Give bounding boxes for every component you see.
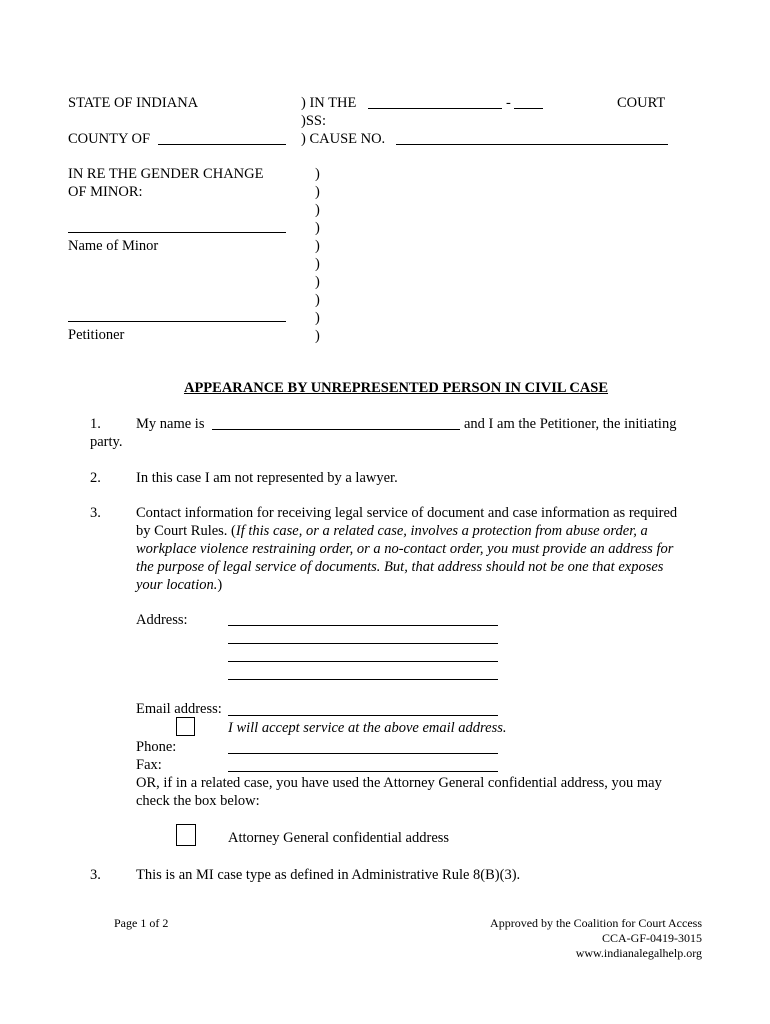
caption-paren: ) [315, 202, 320, 218]
in-re-line2: OF MINOR: [68, 184, 143, 200]
in-re-line1: IN RE THE GENDER CHANGE [68, 166, 264, 182]
fax-label: Fax: [136, 757, 162, 773]
address-line-2[interactable] [228, 643, 498, 644]
item3-line5-italic: your location. [136, 577, 218, 593]
cause-no-field[interactable] [396, 144, 668, 145]
item3-line2-italic: If this case, or a related case, involves a protection from abuse order, a [235, 523, 648, 539]
in-the-label: ) IN THE [301, 95, 357, 111]
fax-field[interactable] [228, 771, 498, 772]
court-number-field[interactable] [514, 108, 543, 109]
address-line-1[interactable] [228, 625, 498, 626]
item1-continuation: party. [90, 434, 123, 450]
footer-approved: Approved by the Coalition for Court Access [490, 916, 702, 930]
my-name-field[interactable] [212, 429, 460, 430]
document-title: APPEARANCE BY UNREPRESENTED PERSON IN CIVIL CASE [183, 380, 609, 396]
court-label [617, 95, 665, 112]
cause-no-label: ) CAUSE NO. [301, 131, 386, 147]
page-number: Page 1 of 2 [114, 916, 169, 930]
ag-confidential-label: Attorney General confidential address [228, 830, 450, 846]
ag-confidential-checkbox[interactable] [176, 824, 196, 846]
item3-line5 [136, 577, 222, 594]
item3-line3: workplace violence restraining order, or a no-contact order, you must provide an address for [136, 541, 674, 557]
ss-label: )SS: [301, 113, 326, 129]
caption-paren: ) [315, 274, 320, 290]
caption-paren: ) [315, 166, 320, 182]
address-label: Address: [136, 612, 188, 628]
item3-line5-end: ) [217, 577, 223, 593]
item3-line1: Contact information for receiving legal service of document and case information as required [136, 505, 678, 521]
ag-line2: check the box below: [136, 793, 260, 809]
email-field[interactable] [228, 715, 498, 716]
state-label: STATE OF INDIANA [68, 95, 199, 111]
email-accept-checkbox[interactable] [176, 717, 195, 736]
item2-number: 2. [90, 470, 101, 486]
item1-number: 1. [90, 416, 101, 432]
footer-website[interactable]: www.indianalegalhelp.org [575, 946, 702, 960]
court-name-field[interactable] [368, 108, 502, 109]
court-label-text: COURT [617, 95, 666, 111]
caption-paren: ) [315, 238, 320, 254]
caption-paren: ) [315, 256, 320, 272]
item3-line2-normal: by Court Rules. ( [136, 523, 236, 539]
ag-line1: OR, if in a related case, you have used the Attorney General confidential address, you may [136, 775, 662, 791]
item1-text-after: and I am the Petitioner, the initiating [464, 416, 677, 432]
email-accept-label: I will accept service at the above email address. [228, 720, 507, 736]
county-label: COUNTY OF [68, 131, 151, 147]
caption-paren: ) [315, 184, 320, 200]
item3-number: 3. [90, 505, 101, 521]
email-label: Email address: [136, 701, 222, 717]
county-field[interactable] [158, 144, 286, 145]
phone-label: Phone: [136, 739, 177, 755]
item4-text: This is an MI case type as defined in Administrative Rule 8(B)(3). [136, 867, 521, 883]
caption-paren: ) [315, 220, 320, 236]
address-line-4[interactable] [228, 679, 498, 680]
petitioner-field[interactable] [68, 321, 286, 322]
item4-number: 3. [90, 867, 101, 883]
item3-line2 [136, 523, 648, 540]
phone-field[interactable] [228, 753, 498, 754]
name-of-minor-label: Name of Minor [68, 238, 159, 254]
footer-form-id: CCA-GF-0419-3015 [601, 931, 702, 945]
item1-text-before: My name is [136, 416, 205, 432]
caption-paren: ) [315, 328, 320, 344]
petitioner-label: Petitioner [68, 327, 125, 343]
caption-paren: ) [315, 292, 320, 308]
court-dash: - [506, 95, 511, 111]
caption-paren: ) [315, 310, 320, 326]
item3-line4: the purpose of legal service of documents. But, that address should not be one that exposes [136, 559, 664, 575]
item2-text: In this case I am not represented by a lawyer. [136, 470, 398, 486]
address-line-3[interactable] [228, 661, 498, 662]
name-of-minor-field[interactable] [68, 232, 286, 233]
